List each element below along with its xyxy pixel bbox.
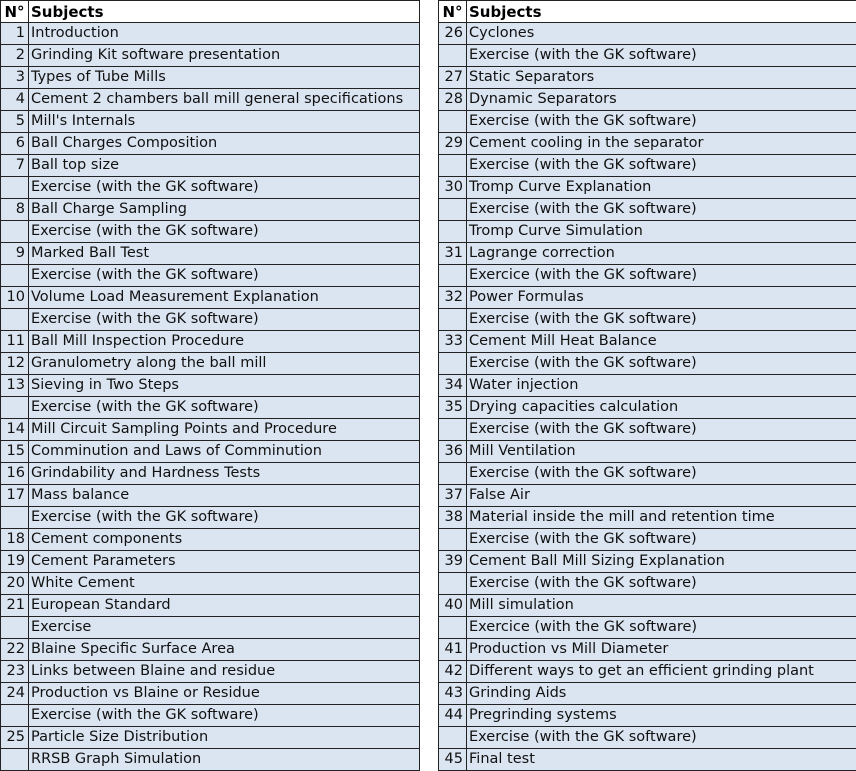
row-number-cell[interactable] (439, 419, 467, 441)
row-number-cell[interactable]: 20 (1, 573, 29, 595)
subject-cell[interactable]: Particle Size Distribution (29, 727, 420, 749)
subject-cell[interactable]: Cement Parameters (29, 551, 420, 573)
table-row (439, 551, 856, 573)
table-row (439, 705, 856, 727)
subject-cell[interactable]: Exercise (with the GK software) (467, 727, 856, 749)
table-row (1, 661, 420, 683)
subject-cell[interactable]: Exercise (with the GK software) (29, 507, 420, 529)
subject-cell[interactable]: Cement components (29, 529, 420, 551)
subject-cell[interactable]: Production vs Blaine or Residue (29, 683, 420, 705)
row-number-cell[interactable]: 16 (1, 463, 29, 485)
subject-cell[interactable]: Ball Charge Sampling (29, 199, 420, 221)
table-row (1, 595, 420, 617)
table-row (439, 683, 856, 705)
table-row (1, 683, 420, 705)
row-number-cell[interactable]: 12 (1, 353, 29, 375)
row-number-cell[interactable]: 13 (1, 375, 29, 397)
subject-cell[interactable]: European Standard (29, 595, 420, 617)
row-number-cell[interactable]: 17 (1, 485, 29, 507)
row-number-cell[interactable] (1, 177, 29, 199)
subject-cell[interactable]: Granulometry along the ball mill (29, 353, 420, 375)
subject-cell[interactable]: Lagrange correction (467, 243, 856, 265)
table-row (1, 397, 420, 419)
table-row (439, 155, 856, 177)
table-row (1, 727, 420, 749)
table-row (1, 67, 420, 89)
subject-cell[interactable]: RRSB Graph Simulation (29, 749, 420, 771)
table-row (1, 155, 420, 177)
table-row (1, 463, 420, 485)
row-number-cell[interactable]: 23 (1, 661, 29, 683)
subject-cell[interactable]: Material inside the mill and retention time (467, 507, 856, 529)
subject-cell[interactable]: Exercise (with the GK software) (467, 45, 856, 67)
row-number-cell[interactable] (1, 507, 29, 529)
row-number-cell[interactable] (439, 529, 467, 551)
subject-cell[interactable]: Pregrinding systems (467, 705, 856, 727)
table-row (439, 639, 856, 661)
subject-cell[interactable]: Ball Charges Composition (29, 133, 420, 155)
row-number-cell[interactable]: 5 (1, 111, 29, 133)
row-number-cell[interactable]: 8 (1, 199, 29, 221)
table-row (1, 551, 420, 573)
subject-cell[interactable]: Exercise (with the GK software) (467, 573, 856, 595)
table-row (439, 177, 856, 199)
table-row (1, 375, 420, 397)
subject-cell[interactable]: Cement Ball Mill Sizing Explanation (467, 551, 856, 573)
table-row (439, 199, 856, 221)
subject-cell[interactable]: Cement 2 chambers ball mill general specifications (29, 89, 420, 111)
row-number-cell[interactable]: 7 (1, 155, 29, 177)
header-row (1, 1, 420, 23)
table-row (439, 133, 856, 155)
row-number-cell[interactable]: 19 (1, 551, 29, 573)
subject-cell[interactable]: Static Separators (467, 67, 856, 89)
row-number-cell[interactable] (439, 463, 467, 485)
table-row (439, 353, 856, 375)
subject-cell[interactable]: Exercise (with the GK software) (467, 155, 856, 177)
table-row (1, 507, 420, 529)
subject-cell[interactable]: Mass balance (29, 485, 420, 507)
table-row (439, 595, 856, 617)
row-number-cell[interactable] (439, 111, 467, 133)
table-row (439, 463, 856, 485)
row-number-cell[interactable]: 35 (439, 397, 467, 419)
subject-cell[interactable]: Exercice (with the GK software) (467, 265, 856, 287)
row-number-cell[interactable] (439, 265, 467, 287)
row-number-cell[interactable] (439, 353, 467, 375)
subject-cell[interactable]: Power Formulas (467, 287, 856, 309)
table-row (1, 573, 420, 595)
table-row (439, 111, 856, 133)
table-row (1, 331, 420, 353)
subject-cell[interactable]: Exercise (with the GK software) (29, 221, 420, 243)
row-number-cell[interactable]: 32 (439, 287, 467, 309)
row-number-cell[interactable] (439, 199, 467, 221)
row-number-cell[interactable] (1, 265, 29, 287)
row-number-cell[interactable] (439, 309, 467, 331)
row-number-cell[interactable]: 38 (439, 507, 467, 529)
table-row (1, 419, 420, 441)
subject-cell[interactable]: Exercise (with the GK software) (467, 199, 856, 221)
subject-cell[interactable]: Ball top size (29, 155, 420, 177)
subject-cell[interactable]: Blaine Specific Surface Area (29, 639, 420, 661)
right-table-body (439, 23, 856, 771)
table-row (1, 749, 420, 771)
row-number-cell[interactable]: 18 (1, 529, 29, 551)
table-row (439, 617, 856, 639)
subject-cell[interactable]: Exercise (with the GK software) (467, 419, 856, 441)
table-row (1, 45, 420, 67)
row-number-cell[interactable] (439, 155, 467, 177)
table-row (439, 529, 856, 551)
number-column-header[interactable]: N° (439, 1, 467, 23)
subject-cell[interactable]: Exercise (with the GK software) (467, 309, 856, 331)
row-number-cell[interactable] (1, 749, 29, 771)
row-number-cell[interactable]: 28 (439, 89, 467, 111)
table-row (1, 287, 420, 309)
table-row (439, 221, 856, 243)
table-row (439, 507, 856, 529)
table-row (439, 441, 856, 463)
number-column-header[interactable]: N° (1, 1, 29, 23)
subject-cell[interactable]: Exercise (with the GK software) (29, 309, 420, 331)
subject-cell[interactable]: Dynamic Separators (467, 89, 856, 111)
subjects-table-left (0, 0, 420, 771)
row-number-cell[interactable]: 11 (1, 331, 29, 353)
row-number-cell[interactable]: 21 (1, 595, 29, 617)
row-number-cell[interactable]: 1 (1, 23, 29, 45)
table-row (1, 529, 420, 551)
row-number-cell[interactable]: 43 (439, 683, 467, 705)
subject-cell[interactable]: Final test (467, 749, 856, 771)
row-number-cell[interactable]: 29 (439, 133, 467, 155)
subject-cell[interactable]: Exercise (with the GK software) (29, 397, 420, 419)
subject-cell[interactable]: Exercise (with the GK software) (29, 705, 420, 727)
subject-cell[interactable]: Volume Load Measurement Explanation (29, 287, 420, 309)
row-number-cell[interactable]: 14 (1, 419, 29, 441)
subject-cell[interactable]: Exercise (29, 617, 420, 639)
row-number-cell[interactable]: 9 (1, 243, 29, 265)
subject-cell[interactable]: Different ways to get an efficient grinding plant (467, 661, 856, 683)
row-number-cell[interactable]: 2 (1, 45, 29, 67)
row-number-cell[interactable] (439, 573, 467, 595)
subject-cell[interactable]: White Cement (29, 573, 420, 595)
left-table-body (1, 23, 420, 771)
row-number-cell[interactable] (1, 397, 29, 419)
row-number-cell[interactable] (1, 221, 29, 243)
row-number-cell[interactable]: 6 (1, 133, 29, 155)
subject-cell[interactable]: Sieving in Two Steps (29, 375, 420, 397)
row-number-cell[interactable] (1, 617, 29, 639)
table-row (439, 287, 856, 309)
subject-cell[interactable]: Ball Mill Inspection Procedure (29, 331, 420, 353)
row-number-cell[interactable]: 24 (1, 683, 29, 705)
table-row (439, 309, 856, 331)
table-row (1, 485, 420, 507)
row-number-cell[interactable]: 34 (439, 375, 467, 397)
row-number-cell[interactable]: 39 (439, 551, 467, 573)
table-row (439, 375, 856, 397)
table-row (439, 727, 856, 749)
row-number-cell[interactable]: 30 (439, 177, 467, 199)
table-row (1, 133, 420, 155)
table-row (439, 67, 856, 89)
row-number-cell[interactable] (439, 45, 467, 67)
table-row (1, 111, 420, 133)
row-number-cell[interactable]: 42 (439, 661, 467, 683)
row-number-cell[interactable] (439, 727, 467, 749)
row-number-cell[interactable]: 26 (439, 23, 467, 45)
table-row (1, 639, 420, 661)
table-row (1, 353, 420, 375)
table-row (439, 397, 856, 419)
row-number-cell[interactable]: 15 (1, 441, 29, 463)
table-row (439, 749, 856, 771)
subjects-column-header[interactable]: Subjects (29, 1, 420, 23)
row-number-cell[interactable]: 33 (439, 331, 467, 353)
row-number-cell[interactable]: 31 (439, 243, 467, 265)
table-row (1, 441, 420, 463)
table-row (1, 265, 420, 287)
row-number-cell[interactable]: 4 (1, 89, 29, 111)
subject-cell[interactable]: Mill Circuit Sampling Points and Procedure (29, 419, 420, 441)
table-row (439, 265, 856, 287)
table-row (439, 573, 856, 595)
table-row (1, 243, 420, 265)
table-row (1, 89, 420, 111)
row-number-cell[interactable] (1, 309, 29, 331)
table-row (439, 45, 856, 67)
subject-cell[interactable]: Cement Mill Heat Balance (467, 331, 856, 353)
subject-cell[interactable]: Exercise (with the GK software) (467, 111, 856, 133)
subjects-column-header[interactable]: Subjects (467, 1, 856, 23)
subject-cell[interactable]: Drying capacities calculation (467, 397, 856, 419)
table-row (439, 23, 856, 45)
subject-cell[interactable]: Exercice (with the GK software) (467, 617, 856, 639)
row-number-cell[interactable]: 44 (439, 705, 467, 727)
header-row (439, 1, 856, 23)
table-row (1, 177, 420, 199)
table-row (439, 243, 856, 265)
subjects-table-right (438, 0, 856, 771)
row-number-cell[interactable]: 40 (439, 595, 467, 617)
subject-cell[interactable]: Links between Blaine and residue (29, 661, 420, 683)
subject-cell[interactable]: Exercise (with the GK software) (29, 265, 420, 287)
subject-cell[interactable]: Types of Tube Mills (29, 67, 420, 89)
subject-cell[interactable]: Exercise (with the GK software) (467, 353, 856, 375)
table-row (1, 617, 420, 639)
row-number-cell[interactable] (1, 705, 29, 727)
subject-cell[interactable]: Tromp Curve Explanation (467, 177, 856, 199)
row-number-cell[interactable]: 25 (1, 727, 29, 749)
row-number-cell[interactable]: 10 (1, 287, 29, 309)
subject-cell[interactable]: Exercise (with the GK software) (467, 463, 856, 485)
subject-cell[interactable]: Marked Ball Test (29, 243, 420, 265)
subject-cell[interactable]: Water injection (467, 375, 856, 397)
subject-cell[interactable]: Grindability and Hardness Tests (29, 463, 420, 485)
row-number-cell[interactable]: 27 (439, 67, 467, 89)
table-row (1, 199, 420, 221)
row-number-cell[interactable]: 3 (1, 67, 29, 89)
subject-cell[interactable]: Tromp Curve Simulation (467, 221, 856, 243)
row-number-cell[interactable]: 41 (439, 639, 467, 661)
subject-cell[interactable]: False Air (467, 485, 856, 507)
subject-cell[interactable]: Mill's Internals (29, 111, 420, 133)
table-row (1, 221, 420, 243)
row-number-cell[interactable] (439, 617, 467, 639)
row-number-cell[interactable]: 22 (1, 639, 29, 661)
table-row (439, 485, 856, 507)
table-row (1, 309, 420, 331)
row-number-cell[interactable]: 37 (439, 485, 467, 507)
subject-cell[interactable]: Production vs Mill Diameter (467, 639, 856, 661)
row-number-cell[interactable] (439, 221, 467, 243)
subject-cell[interactable]: Cement cooling in the separator (467, 133, 856, 155)
table-row (439, 331, 856, 353)
row-number-cell[interactable]: 45 (439, 749, 467, 771)
row-number-cell[interactable]: 36 (439, 441, 467, 463)
subject-cell[interactable]: Comminution and Laws of Comminution (29, 441, 420, 463)
subject-cell[interactable]: Mill simulation (467, 595, 856, 617)
subject-cell[interactable]: Exercise (with the GK software) (467, 529, 856, 551)
subject-cell[interactable]: Cyclones (467, 23, 856, 45)
table-row (439, 661, 856, 683)
subject-cell[interactable]: Grinding Kit software presentation (29, 45, 420, 67)
table-row (439, 419, 856, 441)
subject-cell[interactable]: Introduction (29, 23, 420, 45)
subject-cell[interactable]: Grinding Aids (467, 683, 856, 705)
table-row (1, 23, 420, 45)
table-row (1, 705, 420, 727)
table-row (439, 89, 856, 111)
subject-cell[interactable]: Mill Ventilation (467, 441, 856, 463)
subject-cell[interactable]: Exercise (with the GK software) (29, 177, 420, 199)
